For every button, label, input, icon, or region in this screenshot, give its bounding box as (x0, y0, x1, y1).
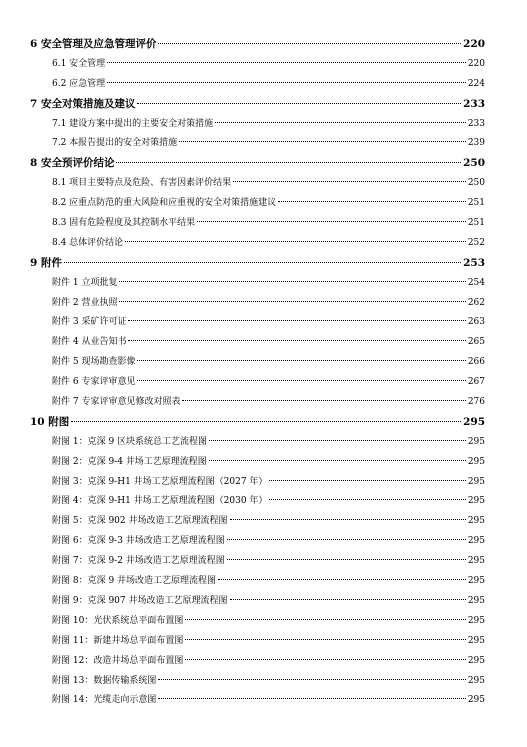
toc-entry-label: 附图 9：克深 907 井场改造工艺原理流程图 (52, 595, 228, 606)
toc-page-number: 295 (467, 556, 485, 567)
toc-section-entry[interactable] (30, 512, 485, 532)
toc-page-number: 295 (467, 695, 485, 706)
toc-page-number: 295 (467, 536, 485, 547)
table-of-contents (30, 35, 485, 711)
toc-leader-dots (119, 281, 465, 282)
toc-page-number: 253 (463, 256, 485, 269)
toc-leader-dots (185, 659, 465, 660)
toc-entry-label: 附件 6 专家评审意见 (52, 377, 136, 388)
toc-page-number: 220 (467, 58, 485, 69)
toc-section-entry[interactable] (30, 174, 485, 194)
toc-page-number: 220 (463, 38, 485, 50)
toc-leader-dots (128, 340, 465, 341)
toc-section-entry[interactable] (30, 652, 485, 672)
toc-leader-dots (64, 262, 461, 263)
toc-entry-label: 附图 4：克深 9-H1 井场工艺原理流程图（2030 年） (52, 496, 268, 507)
toc-page-number: 295 (467, 456, 485, 467)
toc-section-entry[interactable] (30, 393, 485, 413)
toc-entry-label: 附图 2：克深 9-4 井场工艺原理流程图 (52, 456, 207, 467)
toc-leader-dots (182, 400, 465, 401)
toc-section-entry[interactable] (30, 75, 485, 95)
toc-entry-label: 10 附图 (30, 415, 70, 428)
toc-entry-label: 8.3 固有危险程度及其控制水平结果 (52, 218, 196, 229)
toc-page-number: 295 (463, 415, 485, 428)
toc-section-entry[interactable] (30, 492, 485, 512)
toc-leader-dots (185, 639, 465, 640)
toc-leader-dots (209, 460, 466, 461)
toc-leader-dots (125, 241, 466, 242)
toc-chapter-entry[interactable] (30, 154, 485, 174)
toc-entry-label: 附图 5：克深 902 井场改造工艺原理流程图 (52, 516, 228, 527)
toc-leader-dots (158, 43, 461, 44)
toc-entry-label: 附图 13：数据传输系统图 (52, 675, 157, 686)
toc-section-entry[interactable] (30, 234, 485, 254)
toc-section-entry[interactable] (30, 274, 485, 294)
toc-leader-dots (197, 221, 466, 222)
toc-entry-label: 附件 4 从业告知书 (52, 337, 127, 348)
toc-entry-label: 附件 1 立项批复 (52, 277, 118, 288)
toc-leader-dots (158, 679, 465, 680)
toc-entry-label: 附图 12：改造井场总平面布置图 (52, 655, 184, 666)
toc-chapter-entry[interactable] (30, 95, 485, 115)
toc-leader-dots (119, 301, 465, 302)
toc-section-entry[interactable] (30, 294, 485, 314)
toc-chapter-entry[interactable] (30, 35, 485, 55)
toc-page-number: 233 (467, 118, 485, 129)
toc-section-entry[interactable] (30, 353, 485, 373)
toc-page-number: 263 (467, 317, 485, 328)
toc-entry-label: 6 安全管理及应急管理评价 (30, 38, 157, 50)
toc-entry-label: 附图 10：光伏系统总平面布置图 (52, 615, 184, 626)
toc-chapter-entry[interactable] (30, 254, 485, 274)
toc-section-entry[interactable] (30, 313, 485, 333)
toc-entry-label: 7 安全对策措施及建议 (30, 97, 136, 110)
toc-entry-label: 附图 8：克深 9 井场改造工艺原理流程图 (52, 576, 217, 587)
toc-entry-label: 附图 7：克深 9-2 井场改造工艺原理流程图 (52, 556, 225, 567)
toc-entry-label: 附件 3 采矿许可证 (52, 317, 127, 328)
toc-page-number: 295 (467, 516, 485, 527)
toc-leader-dots (158, 698, 465, 699)
toc-leader-dots (137, 360, 465, 361)
toc-page-number: 295 (467, 655, 485, 666)
toc-page-number: 295 (467, 576, 485, 587)
toc-section-entry[interactable] (30, 453, 485, 473)
toc-entry-label: 8.4 总体评价结论 (52, 237, 124, 248)
toc-leader-dots (230, 519, 466, 520)
toc-leader-dots (128, 320, 465, 321)
toc-page-number: 252 (467, 237, 485, 248)
toc-leader-dots (230, 599, 466, 600)
toc-section-entry[interactable] (30, 373, 485, 393)
toc-page-number: 250 (463, 157, 485, 170)
toc-section-entry[interactable] (30, 333, 485, 353)
toc-entry-label: 附图 14：光缆走向示意图 (52, 695, 157, 706)
toc-page-number: 265 (467, 337, 485, 348)
toc-leader-dots (278, 201, 466, 202)
toc-leader-dots (218, 579, 466, 580)
toc-section-entry[interactable] (30, 691, 485, 711)
toc-entry-label: 7.1 建设方案中提出的主要安全对策措施 (52, 118, 214, 129)
toc-leader-dots (269, 499, 465, 500)
toc-section-entry[interactable] (30, 552, 485, 572)
toc-leader-dots (107, 62, 466, 63)
toc-page-number: 250 (467, 178, 485, 189)
toc-section-entry[interactable] (30, 134, 485, 154)
toc-entry-label: 6.1 安全管理 (52, 58, 106, 69)
toc-leader-dots (107, 82, 466, 83)
toc-page-number: 251 (467, 218, 485, 229)
toc-page-number: 266 (467, 357, 485, 368)
toc-page-number: 239 (467, 138, 485, 149)
toc-page-number: 251 (467, 198, 485, 209)
toc-page-number: 262 (467, 297, 485, 308)
toc-leader-dots (71, 421, 461, 422)
toc-section-entry[interactable] (30, 115, 485, 135)
toc-leader-dots (179, 141, 466, 142)
toc-entry-label: 附图 11：新建井场总平面布置图 (52, 635, 184, 646)
toc-section-entry[interactable] (30, 473, 485, 493)
toc-entry-label: 附件 2 营业执照 (52, 297, 118, 308)
toc-entry-label: 附件 7 专家评审意见修改对照表 (52, 397, 181, 408)
toc-entry-label: 8 安全预评价结论 (30, 157, 115, 170)
toc-leader-dots (185, 619, 465, 620)
toc-section-entry[interactable] (30, 532, 485, 552)
toc-page-number: 254 (467, 277, 485, 288)
toc-entry-label: 9 附件 (30, 256, 62, 269)
toc-chapter-entry[interactable] (30, 413, 485, 433)
toc-leader-dots (227, 559, 466, 560)
toc-page-number: 295 (467, 615, 485, 626)
toc-section-entry[interactable] (30, 672, 485, 692)
toc-page-number: 267 (467, 377, 485, 388)
toc-leader-dots (233, 181, 466, 182)
toc-leader-dots (215, 122, 466, 123)
toc-section-entry[interactable] (30, 612, 485, 632)
toc-leader-dots (137, 103, 461, 104)
toc-section-entry[interactable] (30, 55, 485, 75)
toc-page-number: 233 (463, 97, 485, 110)
toc-entry-label: 附图 3：克深 9-H1 井场工艺原理流程图（2027 年） (52, 476, 268, 487)
toc-section-entry[interactable] (30, 592, 485, 612)
toc-leader-dots (137, 380, 465, 381)
toc-page-number: 295 (467, 675, 485, 686)
toc-section-entry[interactable] (30, 433, 485, 453)
toc-section-entry[interactable] (30, 632, 485, 652)
toc-leader-dots (227, 539, 466, 540)
toc-page-number: 295 (467, 635, 485, 646)
toc-leader-dots (116, 162, 461, 163)
toc-page-number: 295 (467, 496, 485, 507)
toc-section-entry[interactable] (30, 572, 485, 592)
toc-leader-dots (209, 440, 466, 441)
toc-section-entry[interactable] (30, 194, 485, 214)
toc-page-number: 276 (467, 397, 485, 408)
toc-entry-label: 8.2 应重点防范的重大风险和应重视的安全对策措施建议 (52, 198, 277, 209)
toc-entry-label: 7.2 本报告提出的安全对策措施 (52, 138, 178, 149)
toc-entry-label: 8.1 项目主要特点及危险、有害因素评价结果 (52, 178, 232, 189)
toc-entry-label: 附图 6：克深 9-3 井场改造工艺原理流程图 (52, 536, 225, 547)
toc-page-number: 295 (467, 436, 485, 447)
toc-section-entry[interactable] (30, 214, 485, 234)
toc-leader-dots (269, 480, 465, 481)
toc-page-number: 295 (467, 476, 485, 487)
toc-entry-label: 6.2 应急管理 (52, 78, 106, 89)
toc-entry-label: 附件 5 现场勘查影像 (52, 357, 136, 368)
toc-entry-label: 附图 1：克深 9 区块系统总工艺流程图 (52, 436, 208, 447)
toc-page-number: 295 (467, 595, 485, 606)
toc-page-number: 224 (467, 78, 485, 89)
